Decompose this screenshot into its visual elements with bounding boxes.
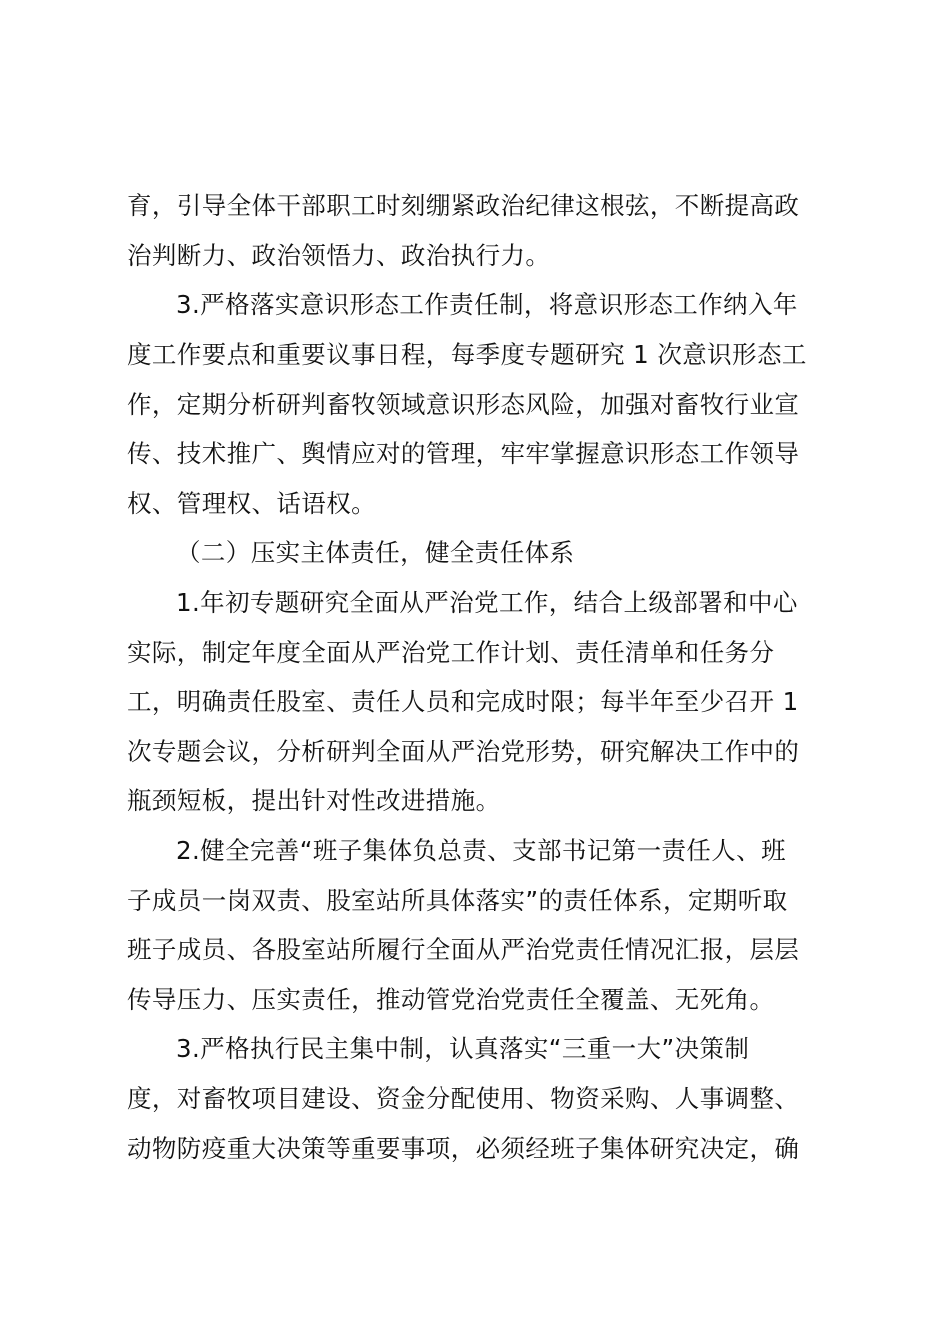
text-line: 瓶颈短板，提出针对性改进措施。 bbox=[127, 786, 501, 815]
section-heading: （二）压实主体责任，健全责任体系 bbox=[176, 538, 575, 567]
text-line: 度工作要点和重要议事日程，每季度专题研究 1 次意识形态工 bbox=[127, 340, 807, 369]
text-line: 工，明确责任股室、责任人员和完成时限；每半年至少召开 1 bbox=[127, 687, 799, 716]
text-line: 权、管理权、话语权。 bbox=[127, 489, 376, 518]
text-line: 度，对畜牧项目建设、资金分配使用、物资采购、人事调整、 bbox=[127, 1084, 800, 1113]
text-line: 次专题会议，分析研判全面从严治党形势，研究解决工作中的 bbox=[127, 737, 800, 766]
text-line: 传导压力、压实责任，推动管党治党责任全覆盖、无死角。 bbox=[127, 985, 775, 1014]
text-line: 动物防疫重大决策等重要事项，必须经班子集体研究决定，确 bbox=[127, 1134, 800, 1163]
text-line: 3.严格落实意识形态工作责任制，将意识形态工作纳入年 bbox=[176, 290, 798, 319]
text-line: 3.严格执行民主集中制，认真落实“三重一大”决策制 bbox=[176, 1034, 750, 1063]
text-line: 治判断力、政治领悟力、政治执行力。 bbox=[127, 241, 551, 270]
text-line: 1.年初专题研究全面从严治党工作，结合上级部署和中心 bbox=[176, 588, 798, 617]
text-line: 子成员一岗双责、股室站所具体落实”的责任体系，定期听取 bbox=[127, 886, 788, 915]
text-line: 传、技术推广、舆情应对的管理，牢牢掌握意识形态工作领导 bbox=[127, 439, 800, 468]
text-line: 班子成员、各股室站所履行全面从严治党责任情况汇报，层层 bbox=[127, 935, 800, 964]
text-line: 育，引导全体干部职工时刻绷紧政治纪律这根弦，不断提高政 bbox=[127, 191, 800, 220]
text-line: 作，定期分析研判畜牧领域意识形态风险，加强对畜牧行业宣 bbox=[127, 390, 800, 419]
text-line: 2.健全完善“班子集体负总责、支部书记第一责任人、班 bbox=[176, 836, 786, 865]
text-line: 实际，制定年度全面从严治党工作计划、责任清单和任务分 bbox=[127, 638, 775, 667]
